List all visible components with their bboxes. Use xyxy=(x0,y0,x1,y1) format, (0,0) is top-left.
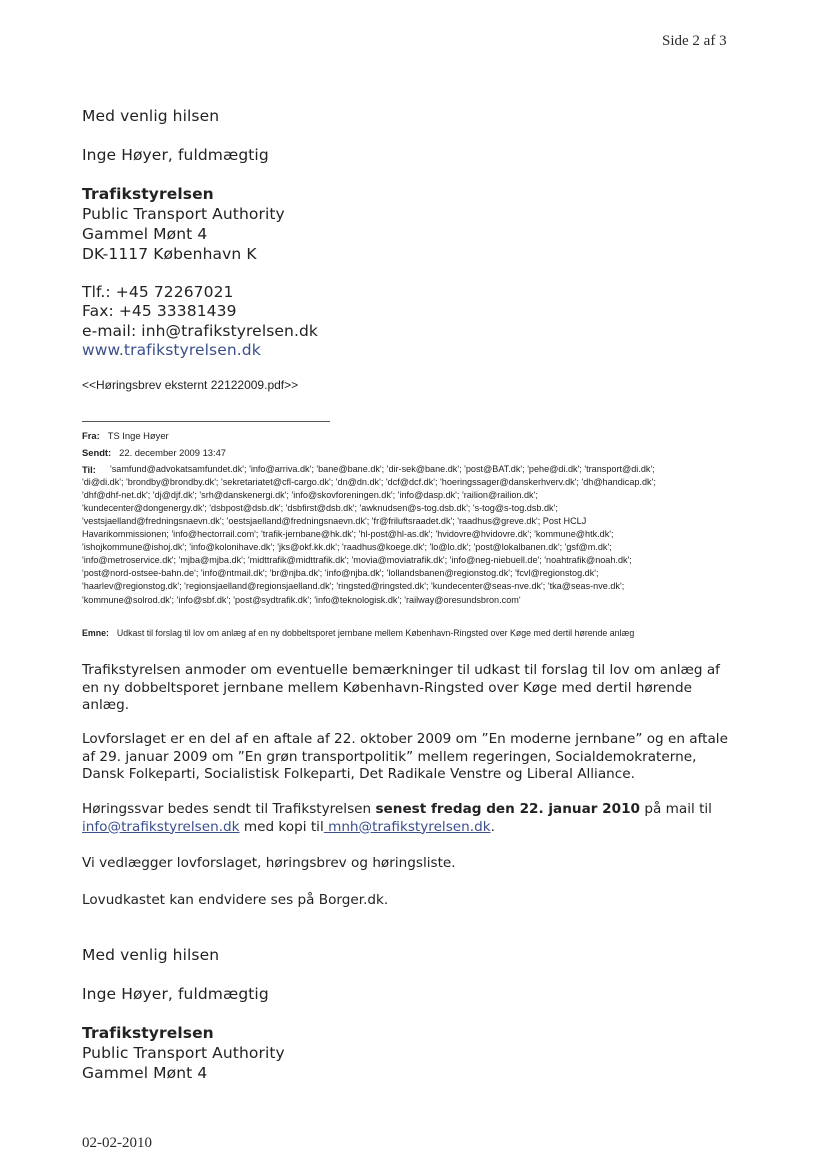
deadline-text-2: på mail til xyxy=(640,801,712,817)
website-link[interactable]: www.trafikstyrelsen.dk xyxy=(82,341,261,359)
recipient-line: Havarikommissionen; 'info@hectorrail.com'; 'trafik-jernbane@hk.dk'; 'hl-post@hl-as.dk'; 'hvidovre@hvidovre.dk'; 'kommune@htk.dk'; xyxy=(82,529,614,539)
org-name: Trafikstyrelsen xyxy=(82,1024,214,1042)
copy-text: med kopi til xyxy=(239,818,324,835)
signer-name: Inge Høyer, fuldmægtig xyxy=(82,146,269,164)
body-paragraph-5: Lovudkastet kan endvidere ses på Borger.dk. xyxy=(82,892,389,908)
body-paragraph-2: Lovforslaget er en del af en aftale af 22. oktober 2009 om ”En moderne jernbane” og en aftale af 29. januar 2009 om ”En grøn transportpolitik” mellem regeringen, Socialdemokraterne, Dansk Folkeparti, Socialistisk Folkeparti, Det Radikale Venstre og Liberal Alliance. xyxy=(82,731,728,782)
body-paragraph-1: Trafikstyrelsen anmoder om eventuelle bemærkninger til udkast til forslag til lov om anlæg af en ny dobbeltsporet jernbane mellem København-Ringsted over Køge med dertil hørende anlæg. xyxy=(82,662,720,713)
recipient-line: 'info@metroservice.dk'; 'mjba@mjba.dk'; 'midttrafik@midttrafik.dk'; 'movia@moviatrafik.dk'; 'info@neg-niebuell.de'; 'noahtrafik@noah.dk'; xyxy=(82,555,632,565)
deadline-text: Høringssvar bedes sendt til Trafikstyrelsen xyxy=(82,801,376,817)
org-name-en: Public Transport Authority xyxy=(82,1044,285,1062)
fax: Fax: +45 33381439 xyxy=(82,302,237,320)
org-name-en: Public Transport Authority xyxy=(82,205,285,223)
subject-row xyxy=(82,628,634,638)
street-address: Gammel Mønt 4 xyxy=(82,1064,208,1082)
greeting: Med venlig hilsen xyxy=(82,946,220,964)
to-label-row xyxy=(82,464,104,475)
org-name: Trafikstyrelsen xyxy=(82,185,214,203)
greeting: Med venlig hilsen xyxy=(82,107,220,125)
signer-name: Inge Høyer, fuldmægtig xyxy=(82,985,269,1003)
recipient-line: 'dhf@dhf-net.dk'; 'dj@djf.dk'; 'srh@danskenergi.dk'; 'info@skovforeningen.dk'; 'info@dasp.dk'; 'railion@railion.dk'; xyxy=(82,490,538,500)
info-email-link[interactable]: info@trafikstyrelsen.dk xyxy=(82,818,240,835)
recipient-line: 'kommune@solrod.dk'; 'info@sbf.dk'; 'post@sydtrafik.dk'; 'info@teknologisk.dk'; 'railway@oresundsbron.com' xyxy=(82,595,521,605)
page-number: Side 2 af 3 xyxy=(662,33,727,49)
subject-label: Emne: xyxy=(82,628,109,638)
divider xyxy=(82,421,330,422)
recipient-line: 'haarlev@regionstog.dk'; 'regionsjaelland@regionsjaelland.dk'; 'ringsted@ringsted.dk'; 'kundecenter@seas-nve.dk'; 'tka@seas-nve.dk'; xyxy=(82,581,625,591)
body-paragraph-3 xyxy=(82,801,732,836)
footer-date: 02-02-2010 xyxy=(82,1135,152,1151)
recipient-line: 'ishojkommune@ishoj.dk'; 'info@kolonihave.dk'; 'jks@okf.kk.dk'; 'raadhus@koege.dk'; 'lo@lo.dk'; 'post@lokalbanen.dk'; 'gsf@m.dk'; xyxy=(82,542,612,552)
recipient-line: 'di@di.dk'; 'brondby@brondby.dk'; 'sekretariatet@cfl-cargo.dk'; 'dn@dn.dk'; 'dcf@dcf.dk'; 'hoeringssager@danskerhverv.dk'; 'dh@handicap.dk'; xyxy=(82,477,656,487)
from-label: Fra: xyxy=(82,430,100,441)
deadline-date: senest fredag den 22. januar 2010 xyxy=(375,801,641,817)
sent-value: 22. december 2009 13:47 xyxy=(119,447,227,458)
attachment-name[interactable]: <<Høringsbrev eksternt 22122009.pdf>> xyxy=(82,378,299,392)
recipient-line: 'samfund@advokatsamfundet.dk'; 'info@arriva.dk'; 'bane@bane.dk'; 'dir-sek@bane.dk'; 'post@BAT.dk'; 'pehe@di.dk'; 'transport@di.dk'; xyxy=(110,464,655,474)
recipient-line: 'post@nord-ostsee-bahn.de'; 'info@ntmail.dk'; 'br@njba.dk'; 'info@njba.dk'; 'lollandsbanen@regionstog.dk'; 'fcvl@regionstog.dk'; xyxy=(82,568,599,578)
subject-value: Udkast til forslag til lov om anlæg af en ny dobbeltsporet jernbane mellem København-Ringsted over Køge med dertil hørende anlæg xyxy=(116,628,635,638)
phone: Tlf.: +45 72267021 xyxy=(82,283,234,301)
email: e-mail: inh@trafikstyrelsen.dk xyxy=(82,322,319,340)
sent-label: Sendt: xyxy=(82,447,112,458)
period: . xyxy=(490,818,495,835)
street-address: Gammel Mønt 4 xyxy=(82,225,208,243)
from-value: TS Inge Høyer xyxy=(107,430,169,441)
to-label: Til: xyxy=(82,464,96,475)
copy-email-link[interactable]: mnh@trafikstyrelsen.dk xyxy=(323,818,491,835)
from-row xyxy=(82,430,169,441)
sent-row xyxy=(82,447,226,458)
recipient-line: 'kundecenter@dongenergy.dk'; 'dsbpost@dsb.dk'; 'dsbfirst@dsb.dk'; 'awknudsen@s-tog.dsb.dk'; 's-tog@s-tog.dsb.dk'; xyxy=(82,503,558,513)
city-address: DK-1117 København K xyxy=(82,245,257,263)
body-paragraph-4: Vi vedlægger lovforslaget, høringsbrev og høringsliste. xyxy=(82,855,456,871)
recipient-line: 'vestsjaelland@fredningsnaevn.dk'; 'oestsjaelland@fredningsnaevn.dk'; 'fr@friluftsraadet.dk'; 'raadhus@greve.dk'; Post HCLJ xyxy=(82,516,587,526)
